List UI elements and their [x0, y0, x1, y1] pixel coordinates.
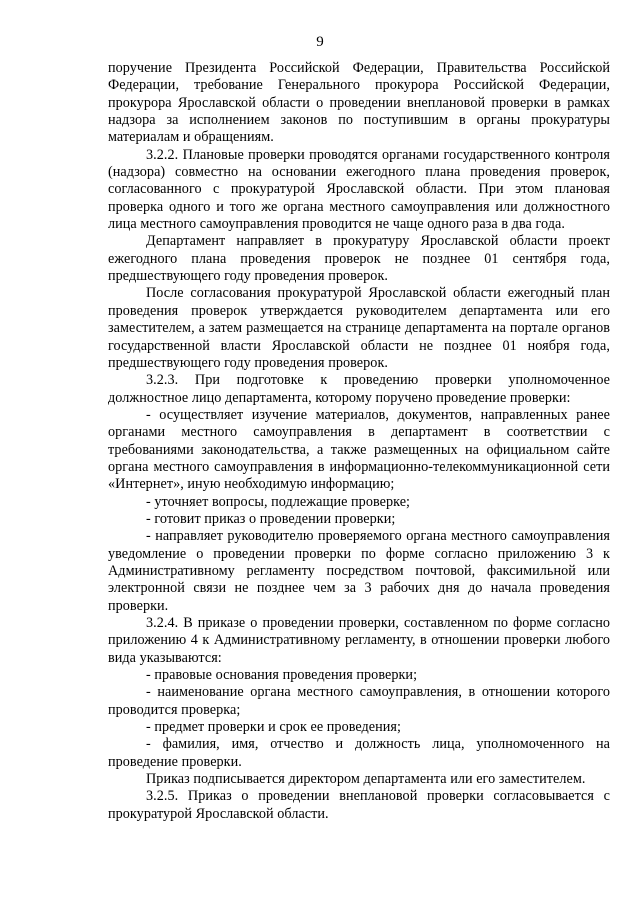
list-item-subject-and-term: - предмет проверки и срок ее проведения; [146, 719, 402, 736]
list-item-prepare-order: - готовит приказ о проведении проверки; [146, 510, 396, 527]
paragraph-3-2-4: 3.2.4. В приказе о проведении проверки, составленном по форме согласно приложению 4 к Административному регламенту, в отношении проверки любого вида указываются: [108, 615, 610, 666]
list-item-inspector-details: - фамилия, имя, отчество и должность лица, уполномоченного на проведение проверки. [108, 736, 610, 770]
page-number: 9 [316, 34, 324, 50]
paragraph-3-2-3: 3.2.3. При подготовке к проведению проверки уполномоченное должностное лицо департамента, которому поручено проведение проверки: [108, 372, 610, 406]
paragraph-plan-approval: После согласования прокуратурой Ярославской области ежегодный план проведения проверок утверждается руководителем департамента или его заместителем, а затем размещается на странице департамента на портале органов государственной власти Ярославской области не позднее 01 ноября года, предшествующего году проведения проверок. [108, 285, 610, 371]
list-item-study-materials: - осуществляет изучение материалов, документов, направленных ранее органами местного самоуправления в департамент в соответствии с требованиями законодательства, а также размещенных на официальном сайте органа местного самоуправления в информационно-телекоммуникационной сети «Интернет», иную необходимую информацию; [108, 406, 610, 493]
list-item-clarify-questions: - уточняет вопросы, подлежащие проверке; [146, 493, 411, 510]
paragraph-3-2-2: 3.2.2. Плановые проверки проводятся органами государственного контроля (надзора) совместно на основании ежегодного плана проведения проверок, согласованного с прокуратурой Ярославской области. При этом плановая проверка одного и того же органа местного самоуправления или должностного лица местного самоуправления проводится не чаще одного раза в два года. [108, 146, 610, 233]
paragraph-3-2-5: 3.2.5. Приказ о проведении внеплановой проверки согласовывается с прокуратурой Ярославской области. [108, 788, 610, 822]
paragraph-order-signing: Приказ подписывается директором департамента или его заместителем. [146, 771, 586, 788]
paragraph-continuation: поручение Президента Российской Федерации, Правительства Российской Федерации, требование Генерального прокурора Российской Федерации, прокурора Ярославской области о проведении внеплановой проверки в рамках надзора за исполнением законов по поступившим в органы прокуратуры материалам и обращениям. [108, 60, 610, 146]
list-item-send-notice: - направляет руководителю проверяемого органа местного самоуправления уведомление о проведении проверки по форме согласно приложению 3 к Административному регламенту посредством почтовой, факсимильной или электронной связи не позднее чем за 3 рабочих дня до начала проведения проверки. [108, 528, 610, 614]
paragraph-plan-submission: Департамент направляет в прокуратуру Ярославской области проект ежегодного плана проведения проверок не позднее 01 сентября года, предшествующего году проведения проверок. [108, 233, 610, 285]
list-item-body-name: - наименование органа местного самоуправления, в отношении которого проводится проверка; [108, 684, 610, 718]
document-body [108, 60, 610, 823]
list-item-legal-grounds: - правовые основания проведения проверки; [146, 667, 418, 684]
